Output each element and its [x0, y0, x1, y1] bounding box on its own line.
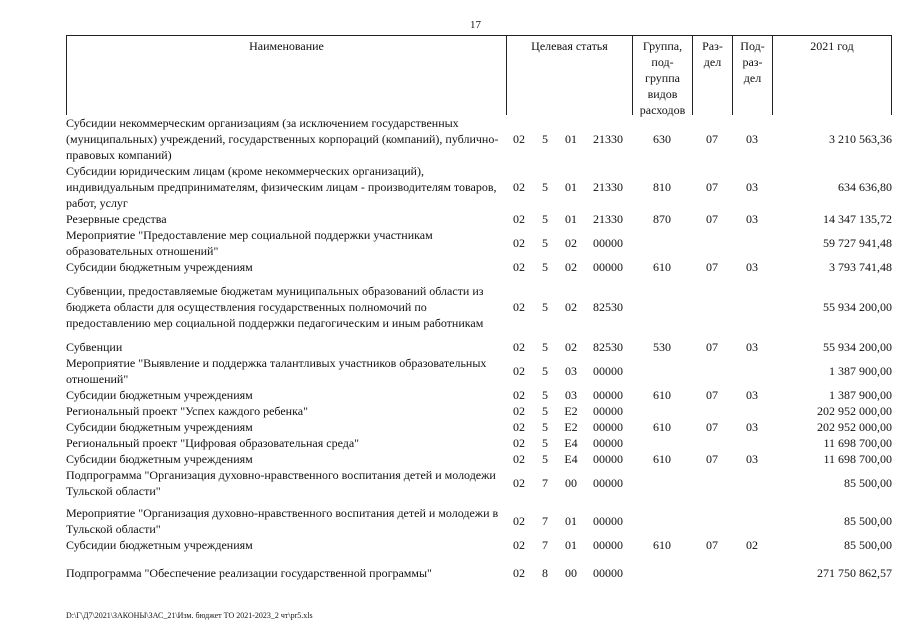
code-direction: 00000 — [593, 364, 623, 378]
subsection — [732, 467, 772, 499]
table-row — [66, 403, 892, 419]
section — [692, 355, 732, 387]
row-name: Мероприятие "Выявление и поддержка талантливых участников образовательных отношений" — [66, 356, 487, 386]
section: 07 — [706, 420, 718, 434]
section — [692, 467, 732, 499]
code-subprogram: 7 — [542, 538, 548, 552]
table-row — [66, 451, 892, 467]
section: 07 — [706, 212, 718, 226]
code-direction: 82530 — [593, 340, 623, 354]
code-subprogram: 5 — [542, 364, 548, 378]
section — [692, 403, 732, 419]
table-row — [66, 115, 892, 163]
header-name: Наименование — [66, 36, 506, 115]
code-event: 00 — [565, 476, 577, 490]
expense-group — [632, 227, 692, 259]
header-group: Группа, под- группа видов расходов — [632, 36, 692, 115]
subsection — [732, 553, 772, 585]
amount-2021: 14 347 135,72 — [823, 212, 892, 226]
code-direction: 00000 — [593, 388, 623, 402]
expense-group — [632, 499, 692, 537]
code-program: 02 — [513, 388, 525, 402]
subsection: 02 — [746, 538, 758, 552]
section: 07 — [706, 538, 718, 552]
amount-2021: 11 698 700,00 — [823, 452, 892, 466]
code-event: 01 — [565, 212, 577, 226]
row-name: Мероприятие "Организация духовно-нравственного воспитания детей и молодежи в Тульской области" — [66, 506, 499, 536]
expense-group: 610 — [653, 452, 671, 466]
code-subprogram: 5 — [542, 340, 548, 354]
expense-group: 530 — [653, 340, 671, 354]
amount-2021: 271 750 862,57 — [817, 566, 892, 580]
section: 07 — [706, 132, 718, 146]
table-row — [66, 227, 892, 259]
section — [692, 499, 732, 537]
row-name: Субсидии некоммерческим организациям (за исключением государственных (муниципальных) учреждений, государственных корпораций (компаний), публично-правовых компаний) — [66, 116, 499, 162]
expense-group — [632, 553, 692, 585]
code-direction: 00000 — [593, 236, 623, 250]
subsection: 03 — [746, 452, 758, 466]
subsection — [732, 403, 772, 419]
section — [692, 275, 732, 339]
subsection: 03 — [746, 132, 758, 146]
amount-2021: 85 500,00 — [844, 514, 892, 528]
code-event: 02 — [565, 300, 577, 314]
row-name: Подпрограмма "Обеспечение реализации государственной программы" — [66, 566, 432, 580]
section — [692, 553, 732, 585]
code-event: 01 — [565, 132, 577, 146]
code-subprogram: 8 — [542, 566, 548, 580]
code-event: 01 — [565, 538, 577, 552]
row-name: Субсидии бюджетным учреждениям — [66, 388, 253, 402]
section: 07 — [706, 388, 718, 402]
code-direction: 00000 — [593, 538, 623, 552]
subsection — [732, 275, 772, 339]
code-event: 03 — [565, 388, 577, 402]
expense-group — [632, 467, 692, 499]
row-name: Субсидии бюджетным учреждениям — [66, 452, 253, 466]
table-row — [66, 499, 892, 537]
amount-2021: 1 387 900,00 — [829, 388, 892, 402]
code-program: 02 — [513, 180, 525, 194]
table-row — [66, 259, 892, 275]
amount-2021: 1 387 900,00 — [829, 364, 892, 378]
amount-2021: 634 636,80 — [838, 180, 892, 194]
expense-group: 630 — [653, 132, 671, 146]
amount-2021: 3 210 563,36 — [829, 132, 892, 146]
subsection: 03 — [746, 212, 758, 226]
section — [692, 227, 732, 259]
amount-2021: 85 500,00 — [844, 476, 892, 490]
code-direction: 00000 — [593, 420, 623, 434]
code-program: 02 — [513, 404, 525, 418]
code-program: 02 — [513, 260, 525, 274]
code-subprogram: 5 — [542, 404, 548, 418]
expense-group: 610 — [653, 260, 671, 274]
expense-group: 810 — [653, 180, 671, 194]
subsection: 03 — [746, 340, 758, 354]
code-program: 02 — [513, 514, 525, 528]
expense-group: 610 — [653, 538, 671, 552]
subsection: 03 — [746, 420, 758, 434]
expense-group — [632, 403, 692, 419]
amount-2021: 202 952 000,00 — [817, 420, 892, 434]
code-direction: 21330 — [593, 212, 623, 226]
header-section: Раз- дел — [692, 36, 732, 115]
table-row — [66, 419, 892, 435]
code-subprogram: 7 — [542, 514, 548, 528]
table-header — [66, 35, 892, 115]
code-subprogram: 5 — [542, 300, 548, 314]
code-program: 02 — [513, 212, 525, 226]
code-event: 01 — [565, 514, 577, 528]
row-name: Резервные средства — [66, 212, 167, 226]
code-direction: 00000 — [593, 404, 623, 418]
expense-group: 870 — [653, 212, 671, 226]
code-event: 00 — [565, 566, 577, 580]
expense-group — [632, 355, 692, 387]
code-subprogram: 5 — [542, 132, 548, 146]
subsection: 03 — [746, 260, 758, 274]
code-subprogram: 5 — [542, 260, 548, 274]
code-event: 02 — [565, 236, 577, 250]
code-direction: 00000 — [593, 260, 623, 274]
expense-group — [632, 435, 692, 451]
code-subprogram: 5 — [542, 420, 548, 434]
code-program: 02 — [513, 452, 525, 466]
subsection — [732, 355, 772, 387]
subsection: 03 — [746, 388, 758, 402]
code-direction: 00000 — [593, 436, 623, 450]
amount-2021: 55 934 200,00 — [823, 300, 892, 314]
code-event: E4 — [564, 436, 578, 450]
table-row — [66, 435, 892, 451]
table-row — [66, 163, 892, 211]
code-event: E2 — [564, 420, 578, 434]
budget-table — [66, 115, 892, 585]
header-year: 2021 год — [772, 36, 892, 115]
table-row — [66, 211, 892, 227]
code-direction: 00000 — [593, 476, 623, 490]
code-program: 02 — [513, 364, 525, 378]
subsection — [732, 499, 772, 537]
row-name: Региональный проект "Цифровая образовательная среда" — [66, 436, 360, 450]
amount-2021: 202 952 000,00 — [817, 404, 892, 418]
code-program: 02 — [513, 300, 525, 314]
code-program: 02 — [513, 420, 525, 434]
amount-2021: 59 727 941,48 — [823, 236, 892, 250]
code-subprogram: 5 — [542, 236, 548, 250]
subsection: 03 — [746, 180, 758, 194]
code-event: 02 — [565, 260, 577, 274]
page-number: 17 — [470, 19, 481, 31]
amount-2021: 55 934 200,00 — [823, 340, 892, 354]
code-direction: 21330 — [593, 132, 623, 146]
code-event: 03 — [565, 364, 577, 378]
table-row — [66, 553, 892, 585]
row-name: Субсидии бюджетным учреждениям — [66, 538, 253, 552]
table-row — [66, 387, 892, 403]
table-row — [66, 537, 892, 553]
code-subprogram: 5 — [542, 452, 548, 466]
subsection — [732, 435, 772, 451]
code-program: 02 — [513, 436, 525, 450]
header-target: Целевая статья — [506, 36, 632, 115]
section: 07 — [706, 260, 718, 274]
table-row — [66, 467, 892, 499]
amount-2021: 3 793 741,48 — [829, 260, 892, 274]
row-name: Субсидии юридическим лицам (кроме некоммерческих организаций), индивидуальным предпринимателям, физическим лицам - производителям товаров, работ, услуг — [66, 164, 497, 210]
code-program: 02 — [513, 132, 525, 146]
row-name: Субсидии бюджетным учреждениям — [66, 260, 253, 274]
row-name: Субсидии бюджетным учреждениям — [66, 420, 253, 434]
code-subprogram: 5 — [542, 388, 548, 402]
amount-2021: 11 698 700,00 — [823, 436, 892, 450]
code-program: 02 — [513, 566, 525, 580]
section: 07 — [706, 180, 718, 194]
expense-group — [632, 275, 692, 339]
code-event: 02 — [565, 340, 577, 354]
code-event: E2 — [564, 404, 578, 418]
header-subsection: Под- раз- дел — [732, 36, 772, 115]
code-event: E4 — [564, 452, 578, 466]
expense-group: 610 — [653, 420, 671, 434]
code-direction: 00000 — [593, 514, 623, 528]
code-subprogram: 5 — [542, 212, 548, 226]
section: 07 — [706, 340, 718, 354]
section: 07 — [706, 452, 718, 466]
amount-2021: 85 500,00 — [844, 538, 892, 552]
code-program: 02 — [513, 340, 525, 354]
expense-group: 610 — [653, 388, 671, 402]
row-name: Региональный проект "Успех каждого ребенка" — [66, 404, 308, 418]
table-row — [66, 339, 892, 355]
section — [692, 435, 732, 451]
file-path-footer: D:\Г\Д7\2021\ЗАКОНЫ\ЗАС_21\Изм. бюджет ТО 2021-2023_2 чт\pr5.xls — [66, 611, 313, 620]
code-subprogram: 5 — [542, 436, 548, 450]
table-row — [66, 275, 892, 339]
code-program: 02 — [513, 236, 525, 250]
row-name: Мероприятие "Предоставление мер социальной поддержки участникам образовательных отношений" — [66, 228, 433, 258]
subsection — [732, 227, 772, 259]
code-direction: 82530 — [593, 300, 623, 314]
code-subprogram: 5 — [542, 180, 548, 194]
code-direction: 00000 — [593, 452, 623, 466]
code-event: 01 — [565, 180, 577, 194]
row-name: Субвенции, предоставляемые бюджетам муниципальных образований области из бюджета области для осуществления государственных полномочий по предоставлению мер социальной поддержки педагогическим и иным работникам — [66, 284, 484, 330]
table-row — [66, 355, 892, 387]
code-direction: 00000 — [593, 566, 623, 580]
code-direction: 21330 — [593, 180, 623, 194]
code-subprogram: 7 — [542, 476, 548, 490]
row-name: Субвенции — [66, 340, 123, 354]
row-name: Подпрограмма "Организация духовно-нравственного воспитания детей и молодежи Тульской области" — [66, 468, 496, 498]
code-program: 02 — [513, 538, 525, 552]
code-program: 02 — [513, 476, 525, 490]
